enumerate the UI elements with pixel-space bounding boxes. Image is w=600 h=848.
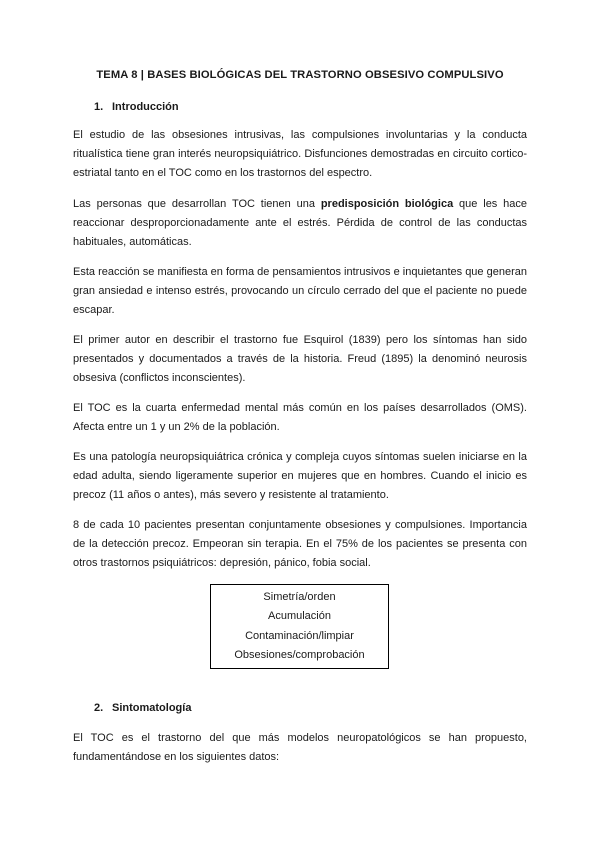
box-item: Obsesiones/comprobación: [234, 649, 365, 661]
paragraph: 8 de cada 10 pacientes presentan conjuntamente obsesiones y compulsiones. Importancia de la detección precoz. Empeoran sin terapia. En el 75% de los pacientes se presenta con otros trastornos psiquiátricos: depresión, pánico, fobia social.: [73, 519, 527, 569]
section-number: 1.: [94, 101, 104, 113]
paragraph: El estudio de las obsesiones intrusivas, las compulsiones involuntarias y la conducta ritualística tiene gran interés neuropsiquiátrico. Disfunciones demostradas en circuito cortico-estriatal tanto en el TOC como en los trastornos del espectro.: [73, 129, 527, 179]
paragraph-text: que les hace reaccionar desproporcionadamente ante el estrés. Pérdida de control de las conductas habituales, automáticas.: [73, 198, 528, 248]
paragraph: Es una patología neuropsiquiátrica crónica y compleja cuyos síntomas suelen iniciarse en la edad adulta, siendo ligeramente superior en mujeres que en hombres. Cuando el inicio es precoz (11 años o antes), más severo y resistente al tratamiento.: [73, 451, 527, 501]
paragraph: Esta reacción se manifiesta en forma de pensamientos intrusivos e inquietantes que generan gran ansiedad e intenso estrés, provocando un círculo cerrado del que el paciente no puede escapar.: [73, 266, 527, 316]
box-item: Contaminación/limpiar: [245, 629, 354, 642]
box-item: Acumulación: [268, 610, 331, 622]
paragraph: El primer autor en describir el trastorno fue Esquirol (1839) pero los síntomas han sido presentados y documentados a través de la historia. Freud (1895) la denominó neurosis obsesiva (conflictos inconscientes).: [73, 334, 527, 384]
section-heading-sintomatologia: [94, 702, 191, 714]
box-item: Simetría/orden: [263, 590, 336, 603]
section-title: Sintomatología: [112, 702, 192, 714]
paragraph: [73, 195, 527, 252]
document-title: TEMA 8 | BASES BIOLÓGICAS DEL TRASTORNO OBSESIVO COMPULSIVO: [96, 69, 504, 81]
bold-term: predisposición biológica: [320, 198, 454, 210]
ocd-types-box: [210, 584, 389, 669]
section-title: Introducción: [112, 101, 179, 113]
paragraph: El TOC es el trastorno del que más modelos neuropatológicos se han propuesto, fundamentándose en los siguientes datos:: [73, 732, 527, 763]
section-heading-introduccion: [94, 101, 179, 113]
paragraph: El TOC es la cuarta enfermedad mental más común en los países desarrollados (OMS). Afecta entre un 1 y un 2% de la población.: [73, 402, 527, 433]
paragraph-text: Las personas que desarrollan TOC tienen una: [73, 198, 321, 210]
section-number: 2.: [94, 702, 104, 714]
